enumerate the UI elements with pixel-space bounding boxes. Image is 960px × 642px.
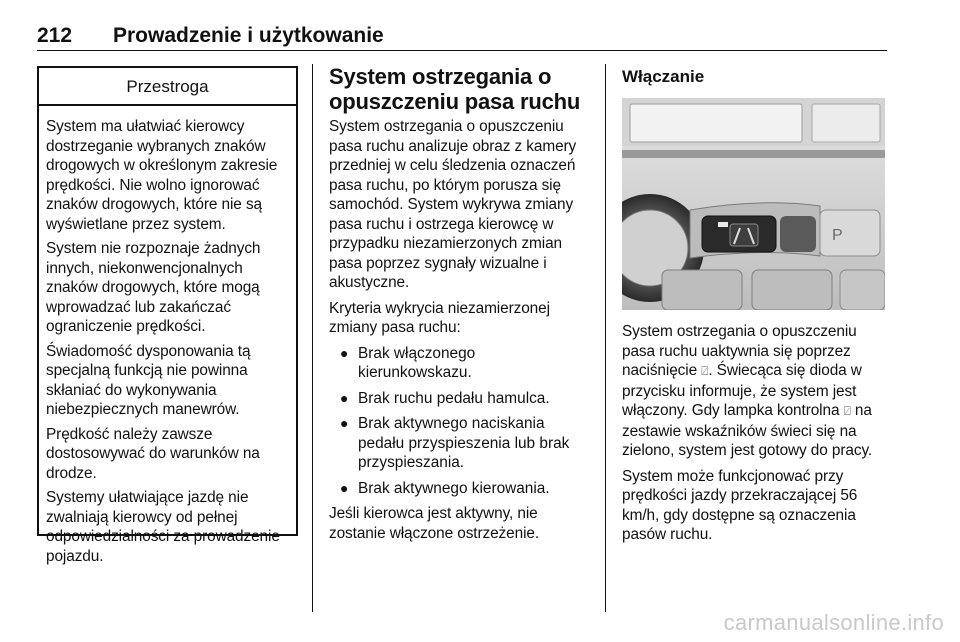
activation-section [622,64,892,551]
warning-box [37,66,298,565]
criteria-intro: Kryteria wykrycia niezamierzonej zmiany pasa ruchu: [329,299,550,336]
bullet-icon: ● [340,479,349,496]
section-heading: System ostrzegania o opuszczeniu pasa ruchu [329,64,581,114]
warning-paragraph: System ma ułatwiać kierowcy dostrzeganie wybranych znaków drogowych w określonym zakresie prędkości. Nie wolno ignorować znaków drogowych, które nie są wyświetlane przez system. [46,118,278,233]
bullet-icon: ● [340,389,349,406]
page-header [37,24,887,51]
warning-paragraph: Świadomość dysponowania tą specjalną funkcją nie powinna skłaniać do wykonywania niebezpiecznych manewrów. [46,342,251,418]
lane-departure-section [329,64,591,549]
list-item: ● Brak aktywnego kierowania. [340,479,550,497]
page-title: Prowadzenie i użytkowanie [113,24,384,47]
section-closing: Jeśli kierowca jest aktywny, nie zostanie włączone ostrzeżenie. [329,505,540,542]
criteria-list [329,344,591,499]
warning-paragraph: Prędkość należy zawsze dostosowywać do warunków na drodze. [46,425,260,482]
activation-paragraph-2: System może funkcjonować przy prędkości jazdy przekraczającej 56 km/h, gdy dostępne są oznaczenia pasów ruchu. [622,467,858,543]
column-divider-left [312,64,313,612]
lane-departure-icon: ⍁ [701,364,709,378]
page-number: 212 [37,24,73,47]
bullet-icon: ● [340,344,349,361]
list-item: ● Brak ruchu pedału hamulca. [340,389,550,407]
column-divider-right [605,64,606,612]
activation-paragraph-1: System ostrzegania o opuszczeniu pasa ruchu uaktywnia się poprzez naciśnięcie ⍁. Świecąca się dioda w przycisku informuje, że system jest włączony. Gdy lampka kontrolna ⍁ na zestawie wskaźników świeci się na zielono, system jest gotowy do pracy. [622,323,873,459]
warning-paragraph: Systemy ułatwiające jazdę nie zwalniają kierowcy od pełnej odpowiedzialności za prowadzenie pojazdu. [46,489,280,565]
warning-paragraph: System nie rozpoznaje żadnych innych, niekonwencjonalnych znaków drogowych, które mogą wprowadzać lub zakańczać ograniczenie prędkości. [46,240,261,335]
warning-body [39,106,296,566]
parking-button-label: P [832,227,843,244]
lane-departure-icon: ⍁ [843,404,851,418]
dashboard-button-photo [622,98,885,310]
bullet-icon: ● [340,415,349,431]
list-item: ● Brak aktywnego naciskania pedału przyspieszenia lub brak przyspieszania. [340,415,570,471]
watermark: carmanualsonline.info [723,610,944,635]
list-item: ● Brak włączonego kierunkowskazu. [340,344,476,381]
activation-heading: Włączanie [622,67,705,86]
section-intro: System ostrzegania o opuszczeniu pasa ruchu analizuje obraz z kamery przedniej w celu śledzenia oznaczeń pasa ruchu, po którym porusza się samochód. System wykrywa zmiany pasa ruchu i ostrzega kierowcę w przypadku niezamierzonych zmian pasa poprzez sygnały wizualne i akustyczne. [329,118,577,291]
warning-heading: Przestroga [39,68,296,106]
